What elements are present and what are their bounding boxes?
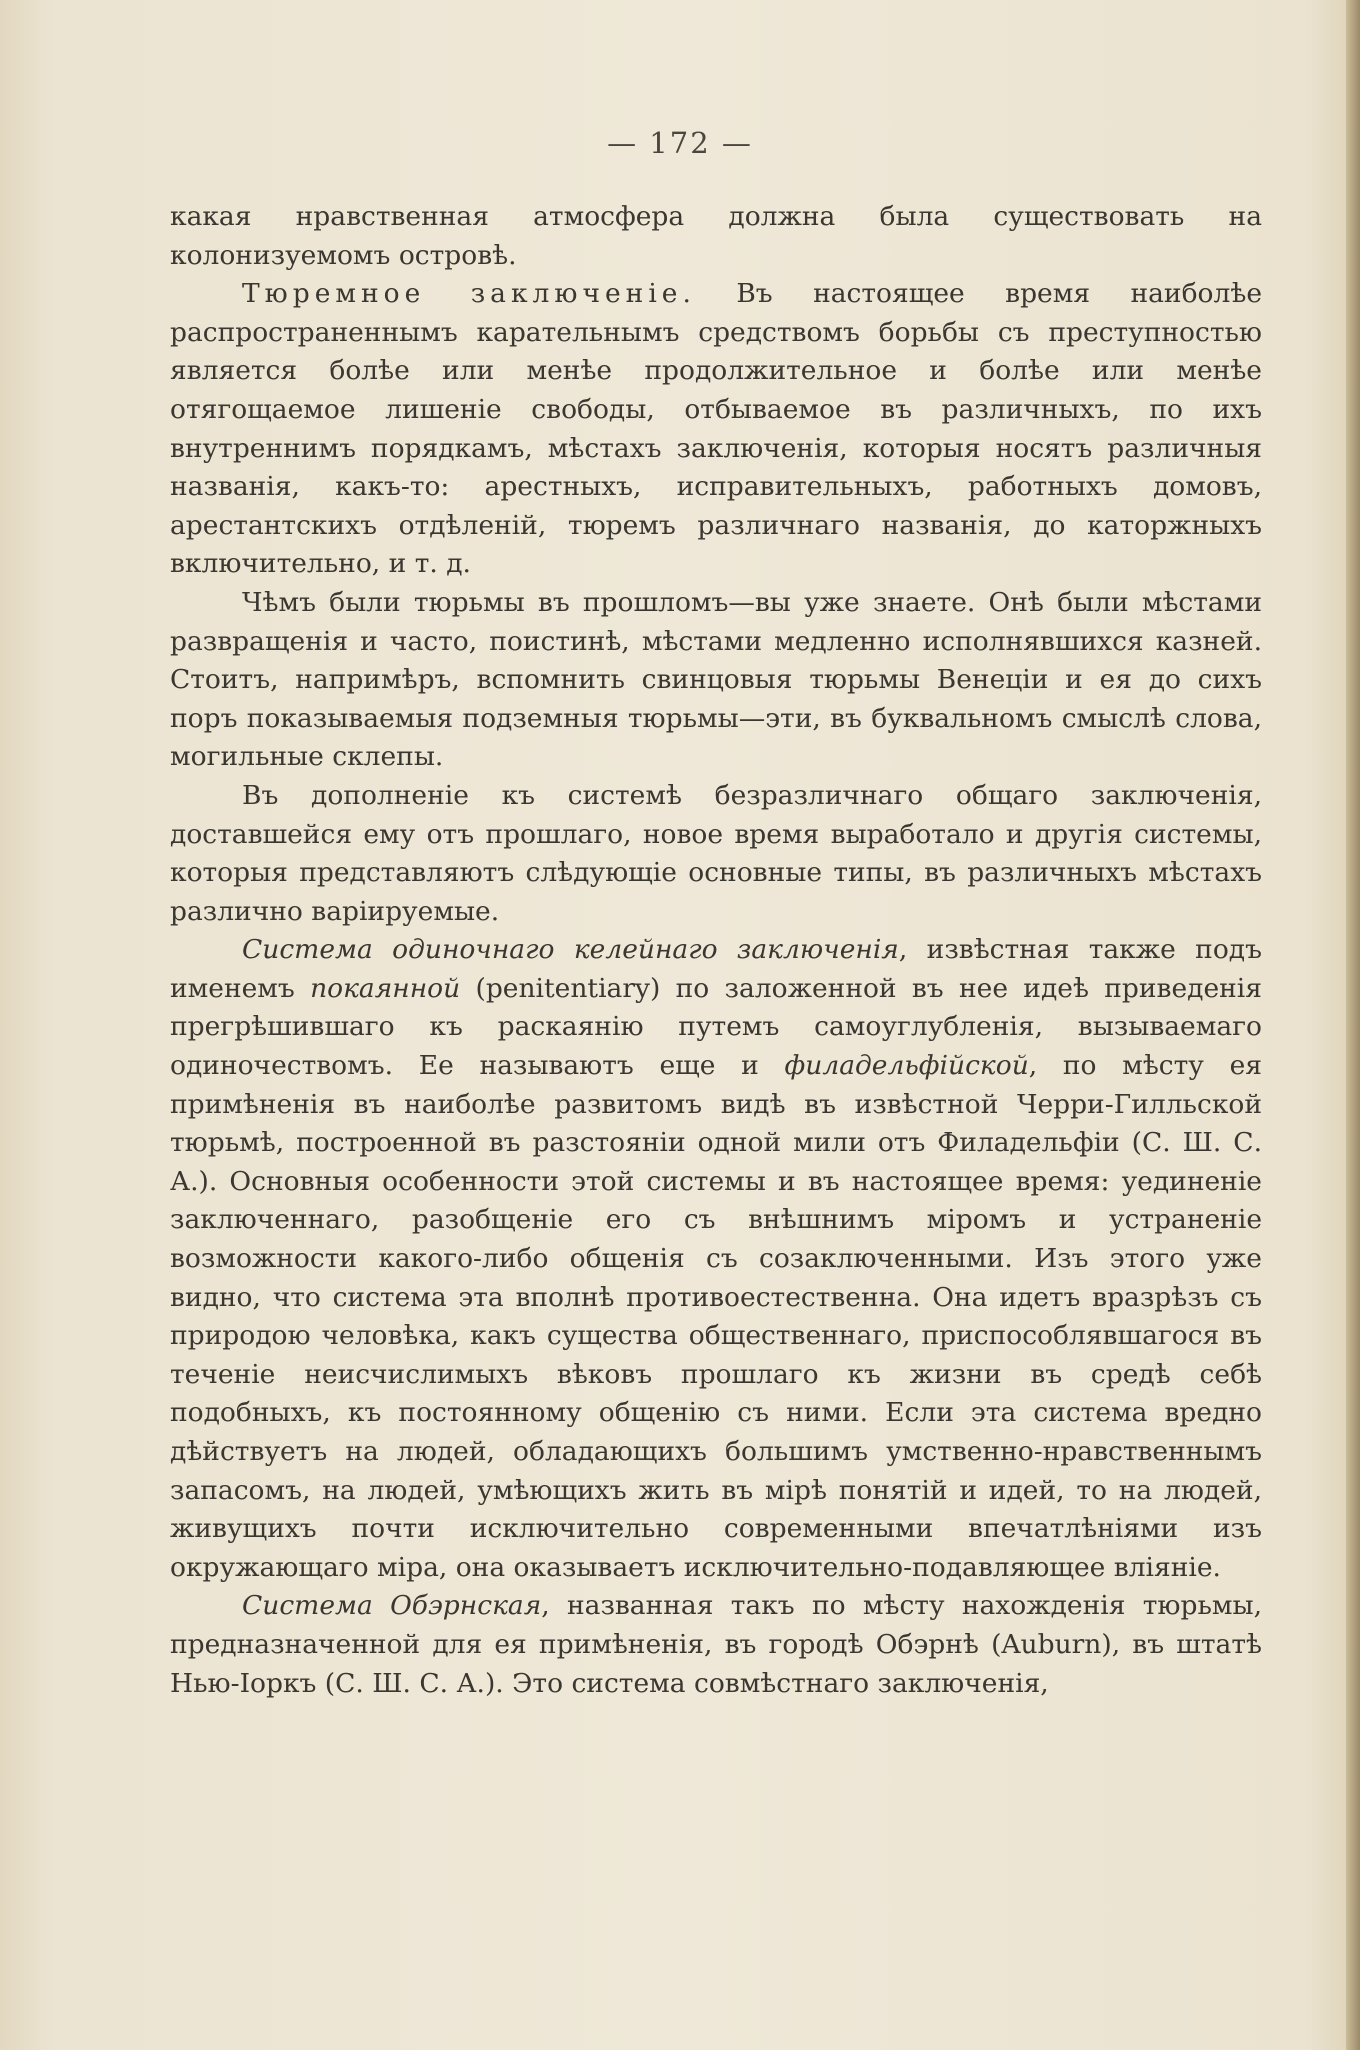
text-run: какая нравственная атмосфера должна была существовать на колонизуемомъ островѣ. [170, 201, 1262, 271]
spaced-text-run: Тюремное заключеніе. [242, 278, 696, 310]
text-run: Въ настоящее время наиболѣе распространеннымъ карательнымъ средствомъ борьбы съ преступностью является болѣе или менѣе продолжительное и болѣе или менѣе отягощаемое лишеніе свободы, отбываемое въ различныхъ, по ихъ внутреннимъ порядкамъ, мѣстахъ заключенія, которыя носятъ различныя названія, какъ-то: арестныхъ, исправительныхъ, работныхъ домовъ, арестантскихъ отдѣленій, тюремъ различнаго названія, до каторжныхъ включительно, и т. д. [170, 278, 1262, 580]
paragraph [170, 198, 1262, 275]
paragraph [170, 275, 1262, 584]
page-number: — 172 — [607, 126, 753, 160]
text-run: , извѣстная также подъ именемъ [170, 934, 1262, 1004]
text-run: , названная такъ по мѣсту нахожденія тюрьмы, предназначенной для ея примѣненія, въ городѣ Обэрнѣ (Auburn), въ штатѣ Нью-Іоркъ (С. Ш. С. А.). Это система совмѣстнаго заключенія, [170, 1590, 1262, 1699]
text-run: (penitentiary) по заложенной въ нее идеѣ приведенія прегрѣшившаго къ раскаянію путемъ самоуглубленія, вызываемаго одиночествомъ. Ее называютъ еще и [170, 972, 1262, 1082]
text-run: Чѣмъ были тюрьмы въ прошломъ—вы уже знаете. Онѣ были мѣстами развращенія и часто, поистинѣ, мѣстами медленно исполнявшихся казней. Стоитъ, напримѣръ, вспомнить свинцовыя тюрьмы Венеціи и ея до сихъ поръ показываемыя подземныя тюрьмы—эти, въ буквальномъ смыслѣ слова, могильные склепы. [170, 586, 1262, 773]
text-run: , по мѣсту ея примѣненія въ наиболѣе развитомъ видѣ въ извѣстной Черри-Гилльской тюрьмѣ, построенной въ разстояніи одной мили отъ Филадельфіи (С. Ш. С. А.). Основныя особенности этой системы и въ настоящее время: уединеніе заключеннаго, разобщеніе его съ внѣшнимъ міромъ и устраненіе возможности какого-либо общенія съ созаключенными. Изъ этого уже видно, что система эта вполнѣ противоестественна. Она идетъ вразрѣзъ съ природою человѣка, какъ существа общественнаго, приспособлявшагося въ теченіе неисчислимыхъ вѣковъ прошлаго къ жизни въ средѣ себѣ подобныхъ, къ постоянному общенію съ ними. Если эта система вредно дѣйствуетъ на людей, обладающихъ большимъ умственно-нравственнымъ запасомъ, на людей, умѣющихъ жить въ мірѣ понятій и идей, то на людей, живущихъ почти исключительно современными впечатлѣніями изъ окружающаго міра, она оказываетъ исключительно-подавляющее вліяніе. [170, 1050, 1262, 1583]
paragraph [170, 931, 1262, 1587]
italic-text-run: Система одиночнаго келейнаго заключенія [242, 934, 899, 966]
paragraph [170, 584, 1262, 777]
paragraph [170, 1587, 1262, 1703]
italic-text-run: филадельфійской [784, 1050, 1029, 1082]
page-edge-shadow [1346, 0, 1360, 2050]
text-run: Въ дополненіе къ системѣ безразличнаго общаго заключенія, доставшейся ему отъ прошлаго, новое время выработало и другія системы, которыя представляютъ слѣдующіе основные типы, въ различныхъ мѣстахъ различно варіируемые. [170, 779, 1262, 927]
italic-text-run: Система Обэрнская [242, 1590, 542, 1622]
paragraph [170, 777, 1262, 931]
italic-text-run: покаянной [310, 972, 461, 1004]
page-body [170, 198, 1262, 1703]
